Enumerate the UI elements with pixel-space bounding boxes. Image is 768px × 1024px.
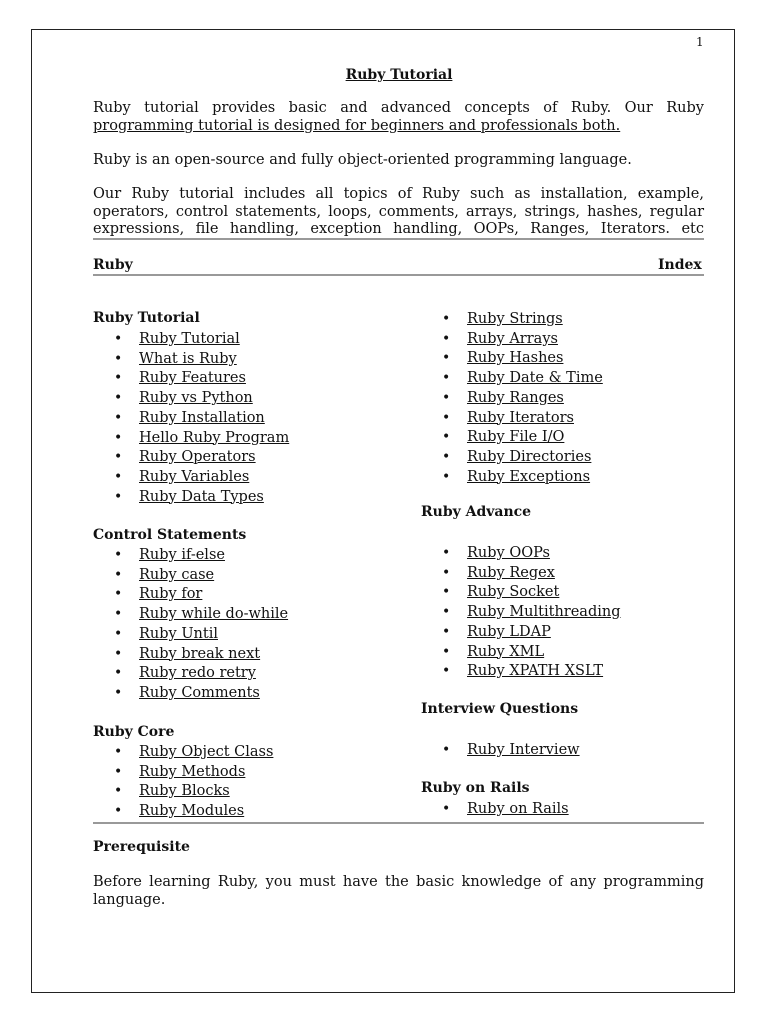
list-item	[442, 643, 545, 661]
list-item	[114, 429, 290, 447]
topic-link[interactable]: Ruby case	[139, 566, 215, 583]
bullet-icon: •	[114, 547, 123, 563]
bullet-icon: •	[114, 566, 123, 583]
topic-link[interactable]: Ruby Date & Time	[467, 370, 603, 387]
bullet-icon: •	[442, 564, 451, 581]
section-heading-interview: Interview Questions	[421, 701, 579, 717]
list-item	[442, 428, 565, 446]
list-item	[442, 468, 591, 486]
bullet-icon: •	[114, 586, 123, 603]
list-item	[114, 566, 215, 584]
index-header-left: Ruby	[93, 257, 133, 273]
index-header-right: Index	[658, 257, 702, 273]
bullet-icon: •	[442, 389, 451, 406]
section-heading-advance: Ruby Advance	[421, 504, 532, 520]
list-item	[442, 583, 560, 601]
topic-link[interactable]: Ruby LDAP	[467, 623, 551, 640]
bullet-icon: •	[442, 604, 451, 621]
bullet-icon: •	[114, 449, 123, 466]
topic-link[interactable]: Ruby Iterators	[467, 409, 574, 426]
list-item	[114, 409, 265, 427]
bullet-icon: •	[442, 584, 451, 601]
list-item	[114, 369, 246, 387]
list-item	[114, 330, 240, 348]
bullet-icon: •	[442, 801, 451, 817]
list-item	[442, 310, 563, 328]
section-heading-prerequisite: Prerequisite	[93, 839, 190, 855]
topic-link[interactable]: Ruby XML	[467, 643, 545, 660]
intro-paragraph-1	[93, 100, 704, 135]
list-item	[442, 623, 551, 641]
topic-link[interactable]: Ruby Object Class	[139, 744, 274, 760]
topic-link[interactable]: Ruby Tutorial	[139, 331, 240, 347]
topic-link[interactable]: Ruby Modules	[139, 803, 245, 820]
section-heading-control: Control Statements	[93, 527, 247, 543]
bullet-icon: •	[114, 803, 123, 820]
list-item	[442, 662, 604, 680]
bullet-icon: •	[442, 663, 451, 680]
bullet-icon: •	[114, 350, 123, 367]
list-item	[114, 448, 256, 466]
divider-bottom	[93, 822, 704, 824]
topic-link[interactable]: Ruby Arrays	[467, 330, 558, 347]
topic-link[interactable]: Ruby Until	[139, 625, 218, 642]
bullet-icon: •	[114, 783, 123, 800]
topic-link[interactable]: Ruby Methods	[139, 763, 246, 780]
bullet-icon: •	[114, 763, 123, 780]
list-item	[442, 603, 621, 621]
bullet-icon: •	[442, 448, 451, 465]
topic-link[interactable]: Ruby Blocks	[139, 783, 230, 800]
page-title: Ruby Tutorial	[345, 67, 453, 83]
bullet-icon: •	[442, 643, 451, 660]
topic-link[interactable]: Ruby Ranges	[467, 389, 564, 406]
list-item	[442, 800, 569, 818]
list-item	[442, 369, 603, 387]
list-item	[114, 645, 261, 663]
topic-link[interactable]: Ruby break next	[139, 645, 261, 662]
page-number: 1	[696, 35, 704, 49]
bullet-icon: •	[442, 350, 451, 367]
list-item	[114, 546, 225, 564]
list-item	[442, 409, 574, 427]
topic-link[interactable]: Ruby Comments	[139, 684, 260, 701]
bullet-icon: •	[114, 429, 123, 446]
bullet-icon: •	[442, 311, 451, 327]
divider-index	[93, 274, 704, 276]
topic-link[interactable]: Ruby OOPs	[467, 545, 550, 561]
topic-link[interactable]: Ruby if-else	[139, 547, 225, 563]
divider-top	[93, 238, 704, 240]
list-item	[114, 802, 245, 820]
topic-link[interactable]: Ruby Data Types	[139, 488, 264, 505]
list-item	[114, 625, 218, 643]
bullet-icon: •	[442, 545, 451, 561]
list-item	[114, 664, 256, 682]
topic-link[interactable]: Ruby File I/O	[467, 429, 565, 446]
list-item	[114, 763, 246, 781]
section-heading-tutorial: Ruby Tutorial	[93, 310, 200, 326]
bullet-icon: •	[442, 429, 451, 446]
bullet-icon: •	[114, 744, 123, 760]
topic-link[interactable]: Ruby vs Python	[139, 390, 253, 407]
list-item	[442, 564, 555, 582]
list-item	[442, 349, 564, 367]
list-item	[442, 330, 558, 348]
topic-link[interactable]: Ruby Features	[139, 370, 246, 387]
list-item	[442, 448, 592, 466]
bullet-icon: •	[442, 623, 451, 640]
topic-link[interactable]: Ruby Hashes	[467, 350, 564, 367]
list-item	[114, 468, 250, 486]
bullet-icon: •	[114, 625, 123, 642]
intro-line-1: Ruby tutorial provides basic and advanced concepts of Ruby. Our Ruby	[93, 100, 704, 116]
bullet-icon: •	[442, 330, 451, 347]
list-item	[442, 389, 564, 407]
section-heading-rails: Ruby on Rails	[421, 780, 530, 796]
topic-link[interactable]: Ruby while do-while	[139, 606, 289, 623]
list-item	[442, 741, 580, 759]
section-heading-core: Ruby Core	[93, 724, 175, 740]
topic-link[interactable]: Hello Ruby Program	[139, 429, 290, 446]
topic-link[interactable]: Ruby Installation	[139, 409, 265, 426]
intro-paragraph-3: Our Ruby tutorial includes all topics of Ruby such as installation, example, operators, control statements, loops, comments, arrays, strings, hashes, regular expressions, file handling, exception handling, OOPs, Ranges, Iterators. etc	[93, 186, 704, 237]
bullet-icon: •	[114, 370, 123, 387]
bullet-icon: •	[114, 331, 123, 347]
list-item	[114, 488, 264, 506]
topic-link[interactable]: Ruby Directories	[467, 448, 592, 465]
bullet-icon: •	[442, 742, 451, 758]
topic-link[interactable]: Ruby XPATH XSLT	[467, 663, 604, 680]
topic-link[interactable]: Ruby for	[139, 586, 203, 603]
list-item	[442, 544, 550, 562]
bullet-icon: •	[442, 468, 451, 485]
bullet-icon: •	[442, 409, 451, 426]
bullet-icon: •	[114, 645, 123, 662]
topic-link[interactable]: Ruby Variables	[139, 468, 250, 485]
topic-link[interactable]: Ruby Operators	[139, 449, 256, 466]
list-item	[114, 684, 260, 702]
list-item	[114, 389, 253, 407]
bullet-icon: •	[114, 468, 123, 485]
list-item	[114, 605, 289, 623]
topic-link[interactable]: Ruby Interview	[467, 742, 580, 758]
list-item	[114, 743, 274, 761]
prerequisite-text: Before learning Ruby, you must have the basic knowledge of any programming language.	[93, 874, 704, 908]
bullet-icon: •	[114, 488, 123, 505]
bullet-icon: •	[442, 370, 451, 387]
topic-link[interactable]: Ruby Multithreading	[467, 604, 621, 621]
topic-link[interactable]: Ruby Socket	[467, 584, 560, 601]
topic-link[interactable]: Ruby Regex	[467, 564, 555, 581]
bullet-icon: •	[114, 684, 123, 701]
topic-link[interactable]: Ruby Strings	[467, 311, 563, 327]
bullet-icon: •	[114, 606, 123, 623]
list-item	[114, 585, 203, 603]
intro-paragraph-2: Ruby is an open-source and fully object-oriented programming language.	[93, 152, 632, 168]
bullet-icon: •	[114, 390, 123, 407]
bullet-icon: •	[114, 409, 123, 426]
intro-line-2: programming tutorial is designed for beginners and professionals both.	[93, 117, 621, 134]
list-item	[114, 350, 237, 368]
bullet-icon: •	[114, 665, 123, 682]
topic-link[interactable]: What is Ruby	[139, 350, 237, 367]
topic-link[interactable]: Ruby on Rails	[467, 801, 569, 817]
topic-link[interactable]: Ruby Exceptions	[467, 468, 591, 485]
list-item	[114, 782, 230, 800]
topic-link[interactable]: Ruby redo retry	[139, 665, 256, 682]
